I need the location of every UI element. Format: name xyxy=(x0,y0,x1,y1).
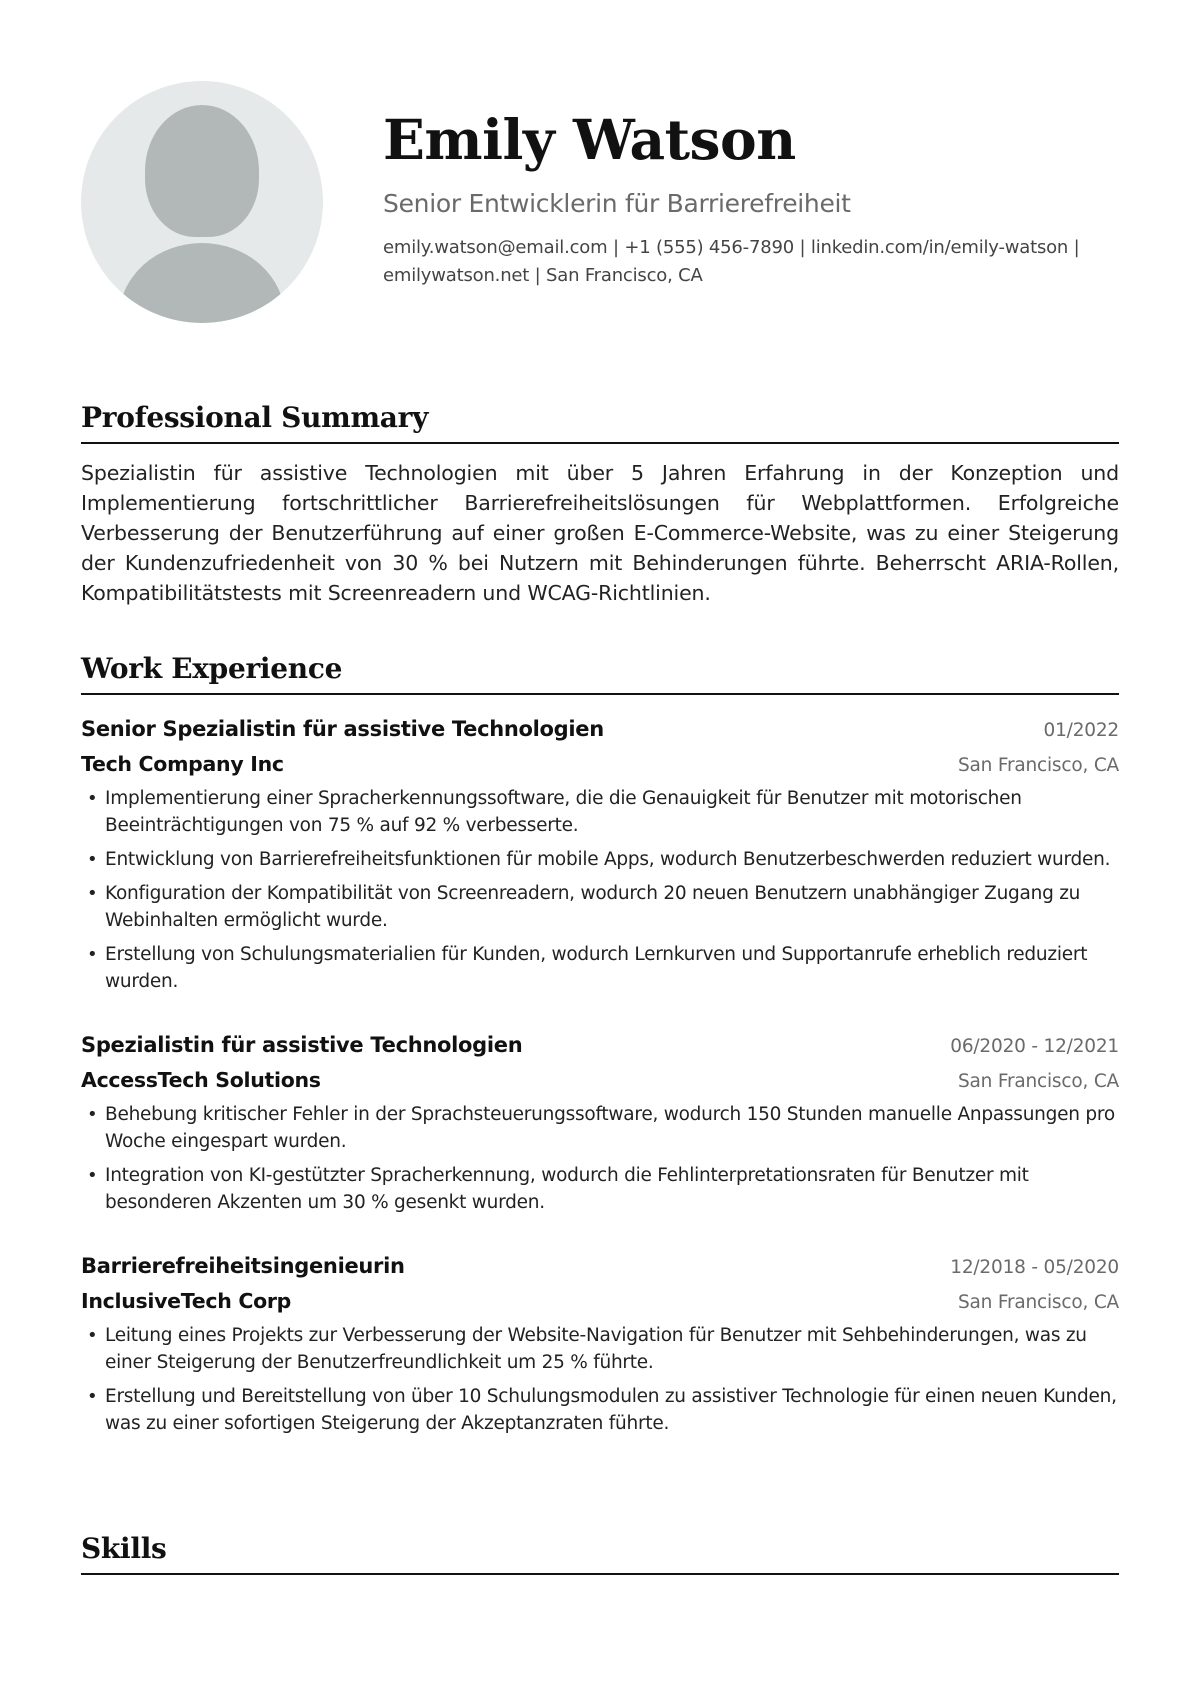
bullet-item: • Implementierung einer Spracherkennungssoftware, die die Genauigkeit für Benutzer mit motorischen Beeinträchtigungen von 75 % auf 92 % verbesserte. xyxy=(81,785,1119,839)
job-entry xyxy=(81,713,1119,995)
bullet-item: • Erstellung von Schulungsmaterialien für Kunden, wodurch Lernkurven und Supportanrufe erheblich reduziert wurden. xyxy=(81,941,1119,995)
job-entry xyxy=(81,1250,1119,1437)
skills-section xyxy=(81,1531,1119,1575)
experience-section xyxy=(81,651,1119,1444)
job-entry xyxy=(81,1029,1119,1216)
bullet-item: • Konfiguration der Kompatibilität von Screenreadern, wodurch 20 neuen Benutzern unabhängiger Zugang zu Webinhalten ermöglicht wurde. xyxy=(81,880,1119,934)
avatar-head-shape xyxy=(145,105,259,237)
candidate-name: Emily Watson xyxy=(383,107,796,172)
job-title: Spezialistin für assistive Technologien xyxy=(81,1033,523,1057)
company-name: Tech Company Inc xyxy=(81,752,284,776)
bullet-item: • Erstellung und Bereitstellung von über 10 Schulungsmodulen zu assistiver Technologie für einen neuen Kunden, was zu einer sofortigen Steigerung der Akzeptanzraten führte. xyxy=(81,1383,1119,1437)
job-date: 12/2018 - 05/2020 xyxy=(950,1257,1119,1278)
bullet-item: • Leitung eines Projekts zur Verbesserung der Website-Navigation für Benutzer mit Sehbehinderungen, was zu einer Steigerung der Benutzerfreundlichkeit um 25 % führte. xyxy=(81,1322,1119,1376)
contact-line-2: emilywatson.net | San Francisco, CA xyxy=(383,265,703,286)
avatar-body-shape xyxy=(119,243,285,323)
job-bullets xyxy=(81,1322,1119,1437)
bullet-item: • Behebung kritischer Fehler in der Sprachsteuerungssoftware, wodurch 150 Stunden manuelle Anpassungen pro Woche eingespart wurden. xyxy=(81,1101,1119,1155)
company-name: InclusiveTech Corp xyxy=(81,1289,292,1313)
bullet-item: • Integration von KI-gestützter Spracherkennung, wodurch die Fehlinterpretationsraten für Benutzer mit besonderen Akzenten um 30 % gesenkt wurden. xyxy=(81,1162,1119,1216)
summary-section xyxy=(81,400,1119,608)
avatar-placeholder-icon xyxy=(81,81,323,323)
contact-info xyxy=(383,234,1123,290)
experience-heading: Work Experience xyxy=(81,651,1119,695)
job-bullets xyxy=(81,785,1119,995)
resume-header xyxy=(383,108,1123,290)
job-date: 06/2020 - 12/2021 xyxy=(950,1036,1119,1057)
summary-heading: Professional Summary xyxy=(81,400,1119,444)
company-name: AccessTech Solutions xyxy=(81,1068,321,1092)
summary-text: Spezialistin für assistive Technologien mit über 5 Jahren Erfahrung in der Konzeption und Implementierung fortschrittlicher Barrierefreiheitslösungen für Webplattformen. Erfolgreiche Verbesserung der Benutzerführung auf einer großen E-Commerce-Website, was zu einer Steigerung der Kundenzufriedenheit von 30 % bei Nutzern mit Behinderungen führte. Beherrscht ARIA-Rollen, Kompatibilitätstests mit Screenreadern und WCAG-Richtlinien. xyxy=(81,461,1119,605)
bullet-item: • Entwicklung von Barrierefreiheitsfunktionen für mobile Apps, wodurch Benutzerbeschwerden reduziert wurden. xyxy=(81,846,1119,873)
job-bullets xyxy=(81,1101,1119,1216)
job-title: Barrierefreiheitsingenieurin xyxy=(81,1254,405,1278)
job-location: San Francisco, CA xyxy=(957,755,1119,776)
job-location: San Francisco, CA xyxy=(957,1292,1119,1313)
skills-heading: Skills xyxy=(81,1531,1119,1575)
job-date: 01/2022 xyxy=(1043,720,1119,741)
job-title: Senior Spezialistin für assistive Technologien xyxy=(81,717,604,741)
contact-line-1: emily.watson@email.com | +1 (555) 456-7890 | linkedin.com/in/emily-watson | xyxy=(383,237,1080,258)
job-location: San Francisco, CA xyxy=(957,1071,1119,1092)
job-subtitle: Senior Entwicklerin für Barrierefreiheit xyxy=(383,189,851,218)
